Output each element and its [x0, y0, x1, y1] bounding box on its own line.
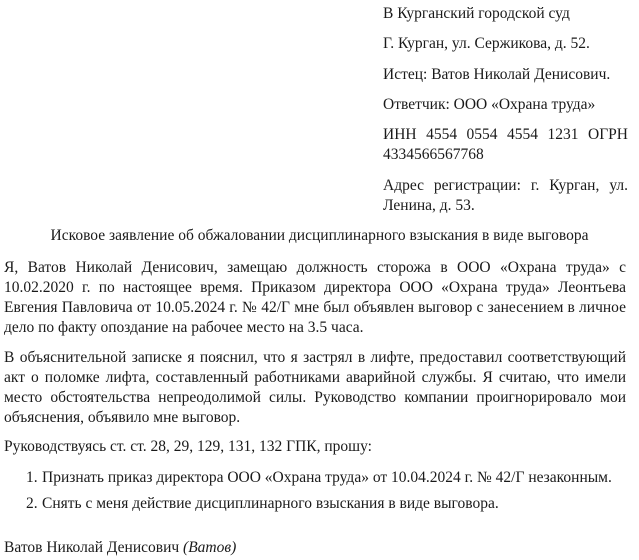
plaintiff-line: Истец: Ватов Николай Денисович.: [383, 66, 611, 83]
court-name: В Курганский городской суд: [383, 5, 570, 22]
list-item-text: Снять с меня действие дисциплинарного взыскания в виде выговора.: [42, 495, 499, 512]
handwritten-signature: (Ватов): [183, 539, 237, 556]
court-address: Г. Курган, ул. Сержикова, д. 52.: [383, 35, 590, 52]
body-paragraph-3: Руководствуясь ст. ст. 28, 29, 129, 131, 132 ГПК, прошу:: [4, 438, 372, 455]
list-item-text: Признать приказ директора ООО «Охрана труда» от 10.04.2024 г. № 42/Г незаконным.: [42, 469, 612, 486]
list-item-number: 1.: [26, 469, 38, 486]
list-item: [4, 494, 626, 514]
registration-address: Адрес регистрации: г. Курган, ул. Ленина, д. 53.: [383, 177, 628, 214]
defendant-line: Ответчик: ООО «Охрана труда»: [383, 96, 596, 113]
signatory-name: Ватов Николай Денисович: [4, 539, 180, 556]
signature-line: [4, 538, 236, 558]
requests-list: [4, 468, 626, 514]
inn-ogrn-line: ИНН 4554 0554 4554 1231 ОГРН 4334566567768: [383, 126, 628, 163]
document-title: Исковое заявление об обжаловании дисциплинарного взыскания в виде выговора: [50, 227, 589, 244]
list-item: [4, 468, 626, 488]
list-item-number: 2.: [26, 495, 38, 512]
body-paragraph-1: Я, Ватов Николай Денисович, замещаю должность сторожа в ООО «Охрана труда» с 10.02.2020 г. по настоящее время. Приказом директора ООО «Охрана труда» Леонтьева Евгения Павловича от 10.05.2024 г. № 42/Г мне был объявлен выговор с занесением в личное дело по факту опоздание на рабочее место на 3.5 часа.: [4, 259, 626, 336]
body-paragraph-2: В объяснительной записке я пояснил, что я застрял в лифте, предоставил соответствующий акт о поломке лифта, составленный работниками аварийной службы. Я считаю, что имели место обстоятельства непреодолимой силы. Руководство компании проигнорировало мои объяснения, объявило мне выговор.: [4, 349, 626, 426]
